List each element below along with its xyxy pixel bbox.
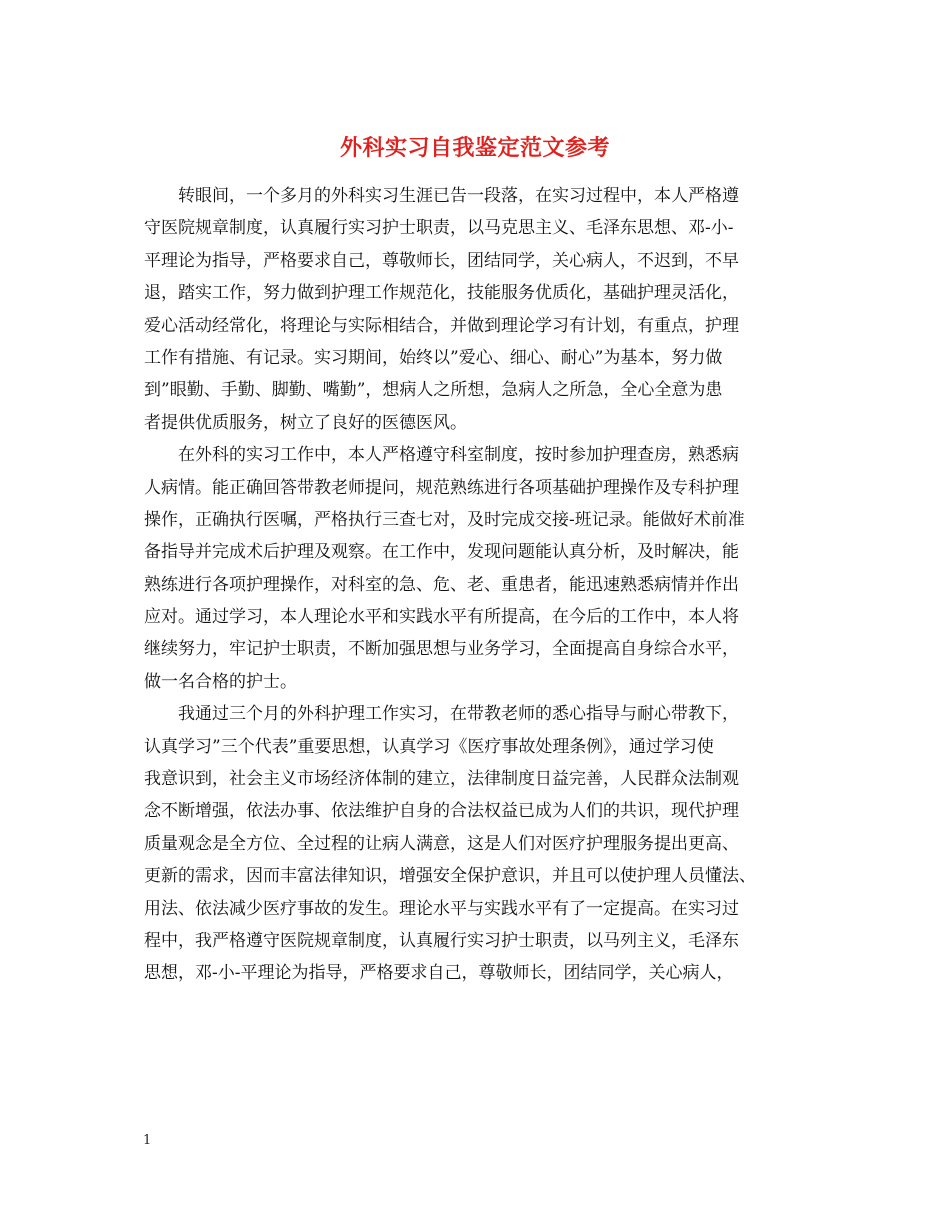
text-line: 爱心活动经常化，将理论与实际相结合，并做到理论学习有计划，有重点，护理 — [144, 315, 739, 336]
text-line: 认真学习”三个代表”重要思想，认真学习《医疗事故处理条例》，通过学习使 — [144, 736, 714, 757]
text-line: 人病情。能正确回答带教老师提问，规范熟练进行各项基础护理操作及专科护理 — [144, 477, 739, 498]
text-line: 在外科的实习工作中，本人严格遵守科室制度，按时参加护理查房，熟悉病 — [178, 445, 739, 466]
text-line: 质量观念是全方位、全过程的让病人满意，这是人们对医疗护理服务提出更高、 — [144, 833, 739, 854]
text-line: 我通过三个月的外科护理工作实习，在带教老师的悉心指导与耐心带教下， — [178, 704, 739, 725]
text-line: 到”眼勤、手勤、脚勤、嘴勤”，想病人之所想，急病人之所急，全心全意为患 — [144, 380, 723, 401]
text-line: 操作，正确执行医嘱，严格执行三查七对，及时完成交接-班记录。能做好术前准 — [144, 509, 745, 530]
text-line: 平理论为指导，严格要求自己，尊敬师长，团结同学，关心病人，不迟到，不早 — [144, 250, 739, 271]
text-line: 更新的需求，因而丰富法律知识，增强安全保护意识，并且可以使护理人员懂法、 — [144, 866, 756, 887]
text-line: 备指导并完成术后护理及观察。在工作中，发现问题能认真分析，及时解决，能 — [144, 542, 739, 563]
text-line: 者提供优质服务，树立了良好的医德医风。 — [144, 412, 467, 433]
document-title: 外科实习自我鉴定范文参考 — [339, 135, 610, 161]
text-line: 继续努力，牢记护士职责，不断加强思想与业务学习，全面提高自身综合水平， — [144, 639, 739, 660]
text-line: 退，踏实工作，努力做到护理工作规范化，技能服务优质化，基础护理灵活化， — [144, 283, 739, 304]
text-line: 思想，邓-小-平理论为指导，严格要求自己，尊敬师长，团结同学，关心病人， — [144, 963, 734, 984]
text-line: 应对。通过学习，本人理论水平和实践水平有所提高，在今后的工作中，本人将 — [144, 607, 739, 628]
text-line: 工作有措施、有记录。实习期间，始终以”爱心、细心、耐心”为基本，努力做 — [144, 347, 723, 368]
text-line: 转眼间，一个多月的外科实习生涯已告一段落，在实习过程中，本人严格遵 — [178, 186, 739, 206]
text-line: 守医院规章制度，认真履行实习护士职责，以马克思主义、毛泽东思想、邓-小- — [144, 218, 734, 239]
document-body — [144, 180, 808, 990]
text-line: 我意识到，社会主义市场经济体制的建立，法律制度日益完善，人民群众法制观 — [144, 769, 739, 790]
text-line: 做一名合格的护士。 — [144, 671, 297, 692]
page-number: 1 — [143, 1133, 152, 1148]
text-line: 用法、依法减少医疗事故的发生。理论水平与实践水平有了一定提高。在实习过 — [144, 898, 739, 919]
text-line: 程中，我严格遵守医院规章制度，认真履行实习护士职责，以马列主义，毛泽东 — [144, 930, 739, 951]
text-line: 念不断增强，依法办事、依法维护自身的合法权益已成为人们的共识，现代护理 — [144, 801, 739, 822]
text-line: 熟练进行各项护理操作，对科室的急、危、老、重患者，能迅速熟悉病情并作出 — [144, 574, 739, 595]
